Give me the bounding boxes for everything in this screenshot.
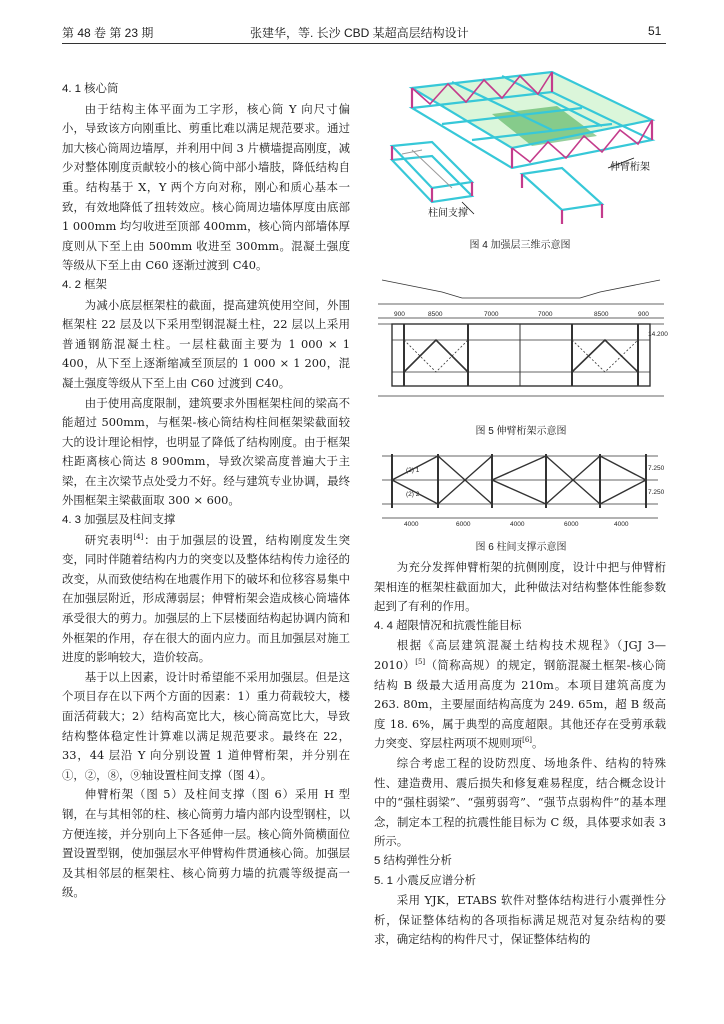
section-4-4-title: 4. 4 超限情况和抗震性能目标	[374, 619, 522, 632]
section-5-title: 5 结构弹性分析	[374, 854, 452, 867]
figure-5-outrigger-truss	[372, 262, 670, 414]
fig4-label-outrigger: 伸臂桁架	[610, 162, 650, 173]
figure-6-column-bracing	[372, 446, 670, 530]
figure-5-caption: 图 5 伸臂桁架示意图	[475, 426, 567, 437]
section-4-3-title: 4. 3 加强层及柱间支撑	[62, 514, 176, 527]
right-column	[374, 558, 666, 950]
section-4-2-para-2: 由于使用高度限制，建筑要求外围框架柱间的梁高不能超过 500mm，与框架-核心筒结构柱间框架梁截面较大的设计理论相悖，也明显了降低了结构刚度。由于框架柱距离核心筒达 8 900mm，导致次梁高度普遍大于主梁，在主次梁节点处受力不好。经与建筑专业协调，最终外围框架主梁截面取 300 × 600。	[62, 395, 350, 508]
running-title: 张建华，等. 长沙 CBD 某超高层结构设计	[250, 26, 469, 40]
citation-5: [5]	[415, 658, 426, 667]
section-5-1-text: 采用 YJK，ETABS 软件对整体结构进行小震弹性分析，保证整体结构的各项指标满足规范对复杂结构的要求，确定结构的构件尺寸，保证整体结构的	[374, 893, 666, 947]
figure-4-3d-drawing	[372, 64, 668, 230]
para-text: （简称高规）的规定，钢筋混凝土框架-核心筒结构 B 级最大适用高度为 210m。本项目建筑高度为 263. 80m，主要屋面结构高度为 249. 65m，超 B 级高度 18. 6%，属于典型的高度超限。其他还存在受剪承载力突变、穿层柱两项不规则项	[374, 657, 666, 751]
fig6-dim-3: 6000	[564, 521, 579, 528]
section-4-3-para-2: 基于以上因素，设计时希望能不采用加强层。但是这个项目存在以下两个方面的因素：1）重力荷载较大，楼面活荷载大；2）结构高宽比大，核心筒高宽比大，导致结构整体稳定性计算难以满足规范要求。最终在 22，33，44 层沿 Y 向分别设置 1 道伸臂桁架，并分别在①，②，⑧，⑨轴设置柱间支撑（图 4）。	[62, 669, 350, 782]
fig6-height-2: 7.250	[648, 489, 665, 496]
citation-6: [6]	[522, 736, 533, 745]
section-4-4-para-1	[374, 636, 666, 754]
fig5-dim-1: 8500	[428, 311, 443, 318]
section-4-1-text: 由于结构主体平面为工字形，核心筒 Y 向尺寸偏小，导致该方向刚重比、剪重比难以满足规范要求。通过加大核心筒周边墙厚，并利用中间 3 片横墙提高刚度，减少对整体刚度贡献较小的核心筒中部小墙肢，降低结构自重。结构基于 X，Y 两个方向对称，刚心和质心基本一致，有效地降低了扭转效应。核心筒周边墙体厚度由底部 1 000mm 均匀收进至顶部 400mm，核心筒内部墙体厚度则从下至上由 500mm 收进至 300mm。混凝土强度等级从下至上由 C60 逐渐过渡到 C40。	[62, 101, 350, 273]
journal-volume: 第 48 卷 第 23 期	[62, 26, 154, 40]
fig5-dim-5: 900	[638, 311, 649, 318]
para-text: 根据《高层建筑混凝土结构技术规程》（JGJ 3—2010）	[374, 638, 666, 672]
para-text: 研究表明	[84, 532, 134, 547]
header-rule	[62, 43, 666, 44]
figure-6-caption: 图 6 柱间支撑示意图	[475, 542, 567, 553]
section-4-2-para-1: 为减小底层框架柱的截面，提高建筑使用空间，外围框架柱 22 层及以下采用型钢混凝土柱，22 层以上采用普通钢筋混凝土柱。一层柱截面主要为 1 000 × 1 400，从下至上逐渐缩减至顶层的 1 000 × 1 200，混凝土强度等级从下至上由 C60 过渡到 C40。	[62, 297, 350, 390]
section-4-3-para-1	[62, 531, 350, 668]
fig5-dim-4: 8500	[594, 311, 609, 318]
page-number: 51	[648, 24, 662, 38]
fig5-dim-0: 900	[394, 311, 405, 318]
fig5-elevation: 14.200	[648, 331, 668, 338]
fig5-dim-2: 7000	[484, 311, 499, 318]
section-4-2-title: 4. 2 框架	[62, 278, 107, 291]
para-text: ：由于加强层的设置，结构刚度发生突变，同时伴随着结构内力的突变以及整体结构传力途径的改变，从而致使结构在地震作用下的破坏和位移容易集中在加强层附近，形成薄弱层；伸臂桁架会造成核心筒墙体承受很大的剪力。加强层的上下层楼面结构起协调内筒和外框架的作用，存在很大的面内应力。而且加强层对施工进度的影响较大，造价较高。	[62, 532, 350, 665]
fig6-dim-4: 4000	[614, 521, 629, 528]
citation-4: [4]	[133, 532, 144, 541]
fig6-dim-0: 4000	[404, 521, 419, 528]
left-column	[62, 80, 350, 903]
section-4-1-title: 4. 1 核心筒	[62, 83, 119, 95]
para-text: 。	[532, 736, 544, 751]
figure-4-caption: 图 4 加强层三维示意图	[469, 240, 571, 251]
fig6-dim-2: 4000	[510, 521, 525, 528]
section-4-3-para-3: 伸臂桁架（图 5）及柱间支撑（图 6）采用 H 型钢，在与其相邻的柱、核心筒剪力墙内部内设型钢柱，以方便连接，并分别向上下各延伸一层。核心筒外筒横面位置设置型钢，使加强层水平伸臂构件贯通核心筒。加强层及其相邻层的框架柱、核心筒剪力墙的抗震等级提高一级。	[62, 787, 350, 900]
section-5-1-title: 5. 1 小震反应谱分析	[374, 874, 476, 887]
fig5-dim-3: 7000	[538, 311, 553, 318]
fig6-label-2: (2) 2	[406, 491, 420, 498]
fig6-label-1: (2) 1	[406, 467, 420, 474]
outrigger-continuation: 为充分发挥伸臂桁架的抗侧刚度，设计中把与伸臂桁架相连的框架柱截面加大，此种做法对结构整体性能参数起到了有利的作用。	[374, 560, 666, 614]
fig6-height-1: 7.250	[648, 465, 665, 472]
fig6-dim-1: 6000	[456, 521, 471, 528]
section-4-4-para-2: 综合考虑工程的设防烈度、场地条件、结构的特殊性、建造费用、震后损失和修复难易程度，结合概念设计中的“强柱弱梁”、“强剪弱弯”、“强节点弱构件”的基本理念，制定本工程的抗震性能目标为 C 级，具体要求如表 3 所示。	[374, 755, 666, 849]
fig4-label-bracing: 柱间支撑	[428, 208, 468, 219]
